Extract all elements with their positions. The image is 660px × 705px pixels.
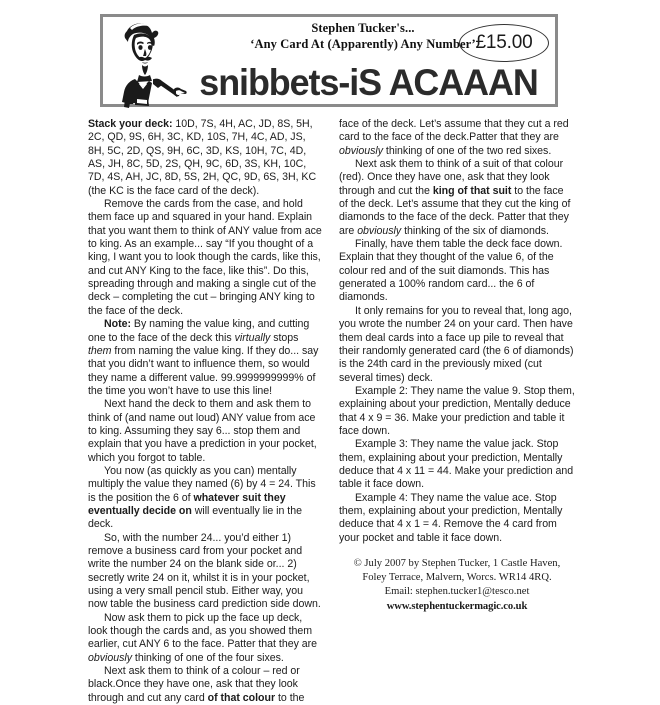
paragraph-example-3: Example 3: They name the value jack. Stop them, explaining about your prediction, Mentally deduce that 4 x 11 = 44. Make your prediction and table it face down.	[339, 438, 574, 491]
stack-list: 10D, 7S, 4H, AC, JD, 8S, 5H, 2C, QD, 9S, 6H, 3C, KD, 10S, 7H, 4C, AD, JS, 8H, 5C, 2D, QS, 9H, 6C, 3D, KS, 10H, 7C, 4D, AS, JH, 8C, 5D, 2S, QH, 9C, 6D, 3S, KH, 10C, 7D, 4S, AH, JC, 8D, 5S, 2H, QC, 9D, 6S, 3H, KC (the KC is the face card of the deck).	[88, 118, 317, 197]
note-emph-them: them	[88, 344, 112, 357]
magician-caricature-illustration	[107, 19, 191, 104]
copyright-website: www.stephentuckermagic.co.uk	[386, 600, 528, 612]
paragraph-stack-your-deck	[88, 118, 324, 198]
red-card-text-a: face of the deck. Let’s assume that they cut a red card to the face of the deck.Patter that they are	[339, 118, 569, 144]
copyright-line-1: © July 2007 by Stephen Tucker, 1 Castle Haven,	[353, 558, 561, 569]
byline-text: Stephen Tucker's...	[311, 21, 415, 35]
cut-six-emph-obviously: obviously	[88, 651, 132, 664]
paragraph-choose-suit	[339, 158, 575, 238]
subtitle-text: ‘Any Card At (Apparently) Any Number’	[250, 37, 476, 51]
paragraph-multiply	[88, 465, 324, 532]
colour-bold-that-colour: of that colour	[207, 691, 276, 704]
paragraph-business-card: So, with the number 24... you’d either 1) remove a business card from your pocket and write the number 24 on the blank side or... 2) secretly write 24 on it, whilst it is in your pocket, using a very small pencil stub. Either way, you now table the business card prediction side down.	[88, 531, 321, 611]
red-card-text-b: thinking of one of the two red sixes.	[383, 144, 552, 157]
right-column	[339, 118, 575, 660]
cut-six-text-b: thinking of one of the four sixes.	[132, 651, 284, 664]
suit-text-a: Next ask them to think of a suit of that colour (red). Once they have one, ask that they look through and cut the	[339, 158, 564, 197]
paragraph-hand-deck: Next hand the deck to them and ask them to think of (and name out loud) ANY value from ace to king. Assuming they say 6... stop them and explain that you have a prediction in your pocket, which you forgot to table.	[88, 398, 317, 464]
stack-label: Stack your deck:	[88, 118, 173, 130]
note-text-c: from naming the value king. If they do... say that you didn’t want to influence them, so would they name a different value. 99.9999999999% of the time you won’t have to use this line!	[88, 344, 319, 397]
colour-text-a: Next ask them to think of a colour – red or black.Once they have one, ask that they look through and cut any card	[88, 665, 300, 704]
paragraph-red-card	[339, 118, 575, 158]
copyright-email: Email: stephen.tucker1@tesco.net	[384, 586, 530, 598]
multiply-bold-suit: whatever suit they eventually decide on	[88, 491, 286, 517]
left-column	[88, 118, 324, 704]
paragraph-reveal: It only remains for you to reveal that, long ago, you wrote the number 24 on your card. Then have them deal cards into a face up pile to reveal that their randomly generated card (the 6 of diamonds) is the 24th card in the previously mixed (cut several times) deck.	[339, 304, 574, 384]
multiply-text-c: will eventually lie in the deck.	[88, 504, 302, 531]
note-label: Note:	[104, 318, 131, 331]
paragraph-table-deck: Finally, have them table the deck face down. Explain that they thought of the value 6, of the colour red and of the suit diamonds. This has generated a 100% random card... the 6 of diamonds.	[339, 238, 563, 304]
paragraph-cut-six	[88, 612, 324, 665]
copyright-line-2: Foley Terrace, Malvern, Worcs. WR14 4RQ.	[362, 572, 552, 584]
red-card-emph-obviously: obviously	[339, 144, 383, 157]
note-text-b: stops	[270, 331, 299, 344]
colour-text-c: to the	[275, 691, 305, 704]
masthead-header-box	[100, 14, 558, 107]
price-badge	[459, 24, 549, 62]
suit-emph-obviously: obviously	[357, 224, 402, 237]
copyright-block	[339, 557, 575, 614]
brand-title: snibbets-iS ACAAAN	[199, 62, 538, 103]
paragraph-example-4: Example 4: They name the value ace. Stop them, explaining about your prediction, Mentally deduce that 4 x 1 = 4. Remove the 4 card from your pocket and table it face down.	[339, 491, 563, 544]
paragraph-note	[88, 318, 324, 398]
note-text-a: By naming the value king, and cutting one to the face of the deck this	[88, 318, 310, 344]
note-emph-virtually: virtually	[234, 331, 271, 344]
multiply-text-a: You now (as quickly as you can) mentally multiply the value they named (6) by 4 = 24. This is the position the 6 of	[88, 464, 316, 504]
cut-six-text-a: Now ask them to pick up the face up deck, look though the cards and, as you showed them earlier, cut ANY 6 to the face. Patter that they are	[88, 611, 318, 651]
price-text: £15.00	[475, 32, 533, 53]
paragraph-example-2: Example 2: They name the value 9. Stop them, explaining about your prediction, Mentally deduce that 4 x 9 = 36. Make your prediction and table it face down.	[339, 384, 575, 437]
paragraph-choose-colour	[88, 665, 324, 705]
paragraph-remove-cards: Remove the cards from the case, and hold them face up and squared in your hand. Explain that you want them to think of ANY value from ace to king. As an example... say “If you thought of a king, I want you to look though the cards, like this, and cut ANY King to the face, like this”. Do this, spreading through and making a single cut of the deck – completing the cut – bringing ANY king to the face of the deck.	[88, 198, 322, 317]
suit-bold-king: king of that suit	[432, 184, 512, 197]
article-body	[88, 118, 575, 704]
suit-text-d: thinking of the six of diamonds.	[401, 224, 549, 237]
suit-text-c: to the face of the deck. Let’s assume that they cut the king of diamonds to the face of the deck. Patter that they are	[339, 184, 571, 237]
